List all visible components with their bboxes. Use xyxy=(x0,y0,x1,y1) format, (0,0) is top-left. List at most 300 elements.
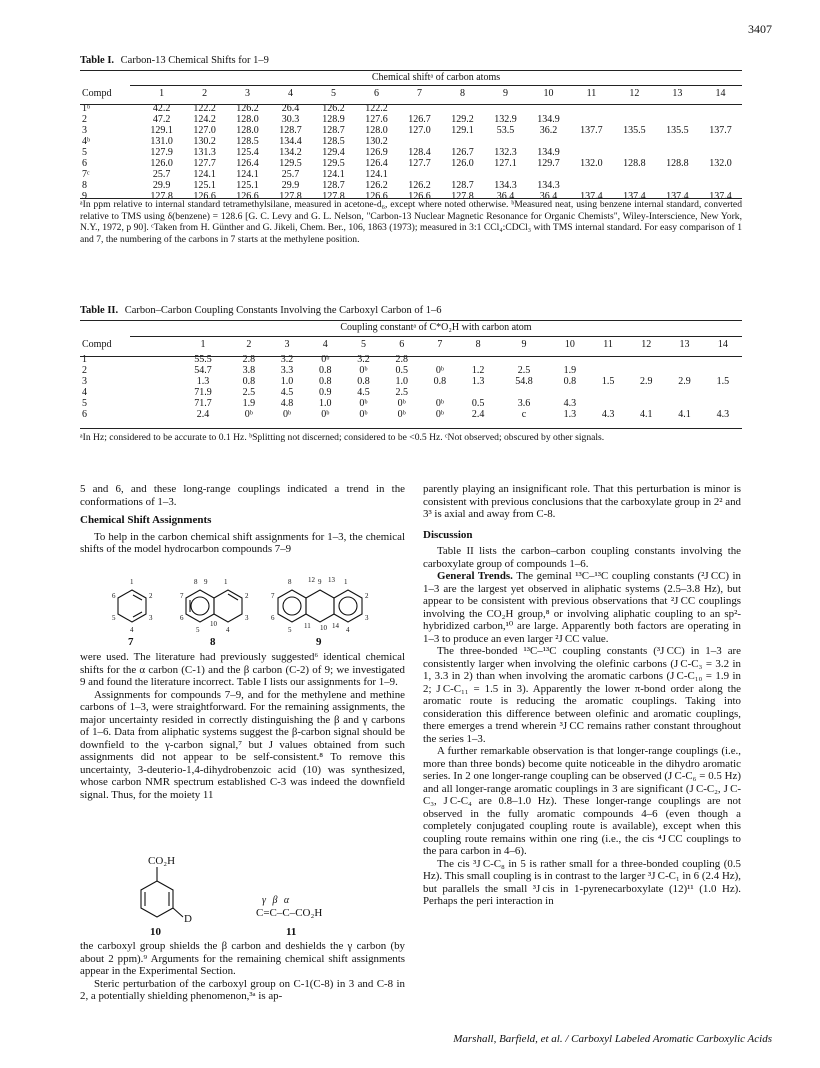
table-cell xyxy=(589,387,627,398)
table-cell: 3.8 xyxy=(242,365,256,376)
table-cell: 42.2 xyxy=(152,103,171,114)
column-header: 6 xyxy=(399,339,405,350)
table-cell: 2.9 xyxy=(678,376,691,387)
table-cell: 129.4 xyxy=(322,147,345,158)
table-cell: 124.1 xyxy=(365,169,388,180)
table-row xyxy=(80,147,742,158)
table-cell xyxy=(570,114,613,125)
table-cell: 126.6 xyxy=(365,191,388,202)
column-header: 3 xyxy=(245,88,251,99)
table-row xyxy=(80,180,742,191)
table-cell: 3.6 xyxy=(517,398,531,409)
table-cell: 129.1 xyxy=(451,125,474,136)
column-header: 1 xyxy=(159,88,165,99)
table-cell: 25.7 xyxy=(281,169,300,180)
table-cell: 4.3 xyxy=(563,398,577,409)
table-row xyxy=(80,125,742,136)
table-row xyxy=(80,114,742,125)
table-cell: 0ᵇ xyxy=(321,354,330,365)
table1-group-header: Chemical shiftᵃ of carbon atoms xyxy=(371,72,501,83)
table-cell xyxy=(704,387,742,398)
table-cell: 128.8 xyxy=(666,158,689,169)
table-cell: 4.1 xyxy=(678,409,691,420)
svg-text:3: 3 xyxy=(245,614,249,622)
table-cell: 124.1 xyxy=(322,169,345,180)
page-number: 3407 xyxy=(748,22,772,36)
right-para-1: parently playing an insignificant role. That this perturbation is minor is consistent with previous conclusions that the carboxylate group in 2² and 3³ is axial and away from C-8. xyxy=(423,483,741,520)
table-cell: 126.2 xyxy=(322,103,345,114)
table-cell: 71.7 xyxy=(194,398,212,409)
table-cell: 128.7 xyxy=(451,180,474,191)
table-cell: 131.0 xyxy=(150,136,173,147)
table-cell: 127.9 xyxy=(150,147,173,158)
svg-text:7: 7 xyxy=(180,592,184,600)
column-header: Compd xyxy=(82,339,112,350)
table-cell: 134.4 xyxy=(279,136,302,147)
table-cell xyxy=(398,169,441,180)
column-header: 11 xyxy=(586,88,597,99)
table-cell: 126.4 xyxy=(365,158,388,169)
table-cell: 126.6 xyxy=(193,191,216,202)
molecule-figures-7-8-9 xyxy=(80,572,405,648)
table-cell xyxy=(665,365,703,376)
table-cell: 134.9 xyxy=(537,114,560,125)
column-header: 13 xyxy=(672,88,683,99)
table-cell: 54.8 xyxy=(515,376,533,387)
label-7: 7 xyxy=(128,636,134,648)
left-column xyxy=(80,483,405,556)
table-cell: 137.4 xyxy=(666,191,689,202)
table-cell: 1.2 xyxy=(471,365,485,376)
table-cell: 137.4 xyxy=(580,191,603,202)
table-cell: 126.9 xyxy=(365,147,388,158)
table-cell: 126.2 xyxy=(365,180,388,191)
table-cell: 125.1 xyxy=(193,180,216,191)
left-para-6: Steric perturbation of the carboxyl group on C-1(C-8) in 3 and C-8 in 2, a potentially shielding phenomenon,³ᵃ is ap- xyxy=(80,977,405,1002)
table-cell: 126.4 xyxy=(236,158,259,169)
table1-header-rule xyxy=(80,104,742,105)
table-cell: 2.8 xyxy=(395,354,408,365)
table-cell: 1.3 xyxy=(471,376,485,387)
table-row xyxy=(80,387,742,398)
table-cell: 5 xyxy=(82,147,87,158)
table-cell: 134.9 xyxy=(537,147,560,158)
table-cell: 4.5 xyxy=(280,387,294,398)
table-cell xyxy=(613,136,656,147)
svg-text:12: 12 xyxy=(308,576,315,584)
table-cell xyxy=(704,398,742,409)
table-cell: 1.0 xyxy=(319,398,332,409)
table-cell xyxy=(656,147,699,158)
svg-text:2: 2 xyxy=(149,592,153,600)
table2-label: Table II. xyxy=(80,305,119,316)
table-cell: 0.8 xyxy=(563,376,577,387)
table-cell: 122.2 xyxy=(193,103,216,114)
column-header: Compd xyxy=(82,88,112,99)
table1-header-row xyxy=(80,88,742,103)
table2 xyxy=(80,339,742,420)
d-label: D xyxy=(184,913,192,925)
column-header: 1 xyxy=(200,339,206,350)
co2h-label: CO₂H xyxy=(148,855,176,867)
svg-text:2: 2 xyxy=(245,592,249,600)
table-cell: 127.1 xyxy=(494,158,517,169)
svg-text:1: 1 xyxy=(130,578,134,586)
table1-title: Carbon-13 Chemical Shifts for 1–9 xyxy=(120,55,269,66)
table-cell: 7ᶜ xyxy=(82,169,90,180)
table-cell: 125.4 xyxy=(236,147,259,158)
running-footer: Marshall, Barfield, et al. / Carboxyl Labeled Aromatic Carboxylic Acids xyxy=(453,1033,772,1045)
label-8: 8 xyxy=(210,636,216,648)
table-cell: 2.8 xyxy=(242,354,256,365)
table-cell: 0.8 xyxy=(319,365,332,376)
left-para-5: the carboxyl group shields the β carbon and deshields the γ carbon (by about 2 ppm).⁹ Arguments for the remaining chemical shift assignments appear in the Experimental Section. xyxy=(80,940,405,977)
table-cell: 2.5 xyxy=(517,365,531,376)
table-cell: 3 xyxy=(82,376,87,387)
table-cell: 128.7 xyxy=(322,125,345,136)
table-row xyxy=(80,136,742,147)
svg-text:13: 13 xyxy=(328,576,335,584)
table-cell: 2 xyxy=(82,365,87,376)
table-cell xyxy=(613,147,656,158)
table1 xyxy=(80,88,742,202)
table-cell: 132.9 xyxy=(494,114,517,125)
table-cell: 0ᵇ xyxy=(244,409,253,420)
table-cell: 2.4 xyxy=(196,409,210,420)
svg-text:4: 4 xyxy=(130,626,134,634)
table-cell: 2.9 xyxy=(640,376,653,387)
table-cell: 134.3 xyxy=(537,180,560,191)
table-cell: 5 xyxy=(82,398,87,409)
table-cell xyxy=(699,180,742,191)
table-cell: 126.7 xyxy=(408,114,431,125)
svg-text:4: 4 xyxy=(226,626,230,634)
table-cell: 129.5 xyxy=(322,158,345,169)
table-cell: 126.0 xyxy=(451,158,474,169)
table-cell: 128.5 xyxy=(236,136,259,147)
table-cell: 127.8 xyxy=(150,191,173,202)
table-cell: 135.5 xyxy=(623,125,646,136)
table-cell: 128.0 xyxy=(365,125,388,136)
table-cell: 54.7 xyxy=(194,365,212,376)
column-header: 4 xyxy=(322,339,328,350)
heading-chemical-shift: Chemical Shift Assignments xyxy=(80,514,212,526)
table-cell: 3.3 xyxy=(280,365,294,376)
table-cell xyxy=(570,147,613,158)
table-cell xyxy=(570,169,613,180)
table-cell: 36.4 xyxy=(496,191,515,202)
column-header: 7 xyxy=(416,88,422,99)
table-row xyxy=(80,169,742,180)
table-cell: 36.4 xyxy=(539,191,558,202)
table-cell: 1ᵇ xyxy=(82,103,91,114)
table-cell xyxy=(570,136,613,147)
right-para-4: The three-bonded ¹³C–¹³C coupling constants (³J CC) in 1–3 are consistently larger when involving the olefinic carbons (J C-C₃ = 3.2 in 1, 3.3 in 2) than when involving the aromatic carbons (J C-C₁₀ = 1.9 in 2; J C-C₁₁ = 1.5 in 3). Apparently the lower π-bond order along the aromatic route is reducing the aromatic couplings. Taking into consideration this difference between olefinic and aromatic couplings, there emerges a trend wherein ³J CC remains rather constant throughout the series 1–3. xyxy=(423,645,741,745)
table2-title: Carbon–Carbon Coupling Constants Involving the Carboxyl Carbon of 1–6 xyxy=(124,305,442,316)
table-cell xyxy=(613,169,656,180)
table-cell: 127.8 xyxy=(451,191,474,202)
table-cell: 127.8 xyxy=(279,191,302,202)
svg-text:1: 1 xyxy=(224,578,228,586)
table-cell: 9 xyxy=(82,191,87,202)
table-cell: 29.9 xyxy=(281,180,300,191)
table-cell xyxy=(421,387,459,398)
table-cell: 129.1 xyxy=(150,125,173,136)
table-cell xyxy=(704,365,742,376)
table-cell: 128.0 xyxy=(236,114,259,125)
table-cell: 2.5 xyxy=(395,387,408,398)
table-cell xyxy=(699,169,742,180)
label-10: 10 xyxy=(150,926,161,938)
table2-footnote: ᵃIn Hz; considered to be accurate to 0.1 Hz. ᵇSplitting not discerned; considered to be <0.5 Hz. ᶜNot observed; obscured by other signals. xyxy=(80,432,605,443)
table1-label: Table I. xyxy=(80,55,115,66)
table-cell: 129.2 xyxy=(451,114,474,125)
table-cell: 127.0 xyxy=(408,125,431,136)
right-column xyxy=(423,483,741,908)
table-cell xyxy=(699,114,742,125)
table-cell: 128.8 xyxy=(623,158,646,169)
table-cell: 8 xyxy=(82,180,87,191)
table-cell: 1.0 xyxy=(395,376,408,387)
table-cell: 134.2 xyxy=(279,147,302,158)
table-cell: 128.9 xyxy=(322,114,345,125)
table-cell: 127.8 xyxy=(322,191,345,202)
table-cell: 1.5 xyxy=(601,376,615,387)
svg-text:5: 5 xyxy=(112,614,116,622)
table-cell: 0ᵇ xyxy=(397,398,406,409)
table-cell: 3 xyxy=(82,125,87,136)
table-cell: 6 xyxy=(82,409,87,420)
table-cell: 131.3 xyxy=(193,147,216,158)
table-cell: 124.1 xyxy=(193,169,216,180)
table-cell xyxy=(656,114,699,125)
table-cell xyxy=(484,136,527,147)
table1-caption xyxy=(80,55,269,66)
column-header: 9 xyxy=(502,88,508,99)
svg-text:8: 8 xyxy=(288,578,292,586)
svg-text:6: 6 xyxy=(271,614,275,622)
table-cell: 129.5 xyxy=(279,158,302,169)
table1-top-rule xyxy=(80,70,742,71)
table-cell: 122.2 xyxy=(365,103,388,114)
table-cell: 137.7 xyxy=(580,125,603,136)
table-cell: 4.1 xyxy=(640,409,653,420)
table-cell: 6 xyxy=(82,158,87,169)
table-cell: 130.2 xyxy=(365,136,388,147)
table-row xyxy=(80,158,742,169)
table-cell xyxy=(589,365,627,376)
right-para-6: The cis ³J C-C₈ in 5 is rather small for a three-bonded coupling (0.5 Hz). This small coupling is in contrast to the larger ³J C-C₁ in 6 (2.4 Hz), but parallels the small ³J cis in 1-pyrenecarboxylate (12)¹¹ (1.0 Hz). Perhaps the peri interaction in xyxy=(423,857,741,907)
table-cell: 126.2 xyxy=(408,180,431,191)
table-cell: 55.5 xyxy=(194,354,212,365)
svg-text:9: 9 xyxy=(204,578,208,586)
table-cell: 127.7 xyxy=(408,158,431,169)
table-cell: 29.9 xyxy=(152,180,171,191)
svg-text:1: 1 xyxy=(344,578,348,586)
table-cell xyxy=(665,398,703,409)
svg-text:6: 6 xyxy=(180,614,184,622)
table-cell: 4 xyxy=(82,387,87,398)
table-cell: 0.8 xyxy=(319,376,332,387)
left-para-2: To help in the carbon chemical shift assignments for 1–3, the chemical shifts of the model hydrocarbon compounds 7–9 xyxy=(80,530,405,555)
ring-8b xyxy=(214,590,242,622)
svg-text:5: 5 xyxy=(288,626,292,634)
table-cell: 1.0 xyxy=(280,376,294,387)
table-cell: 127.7 xyxy=(193,158,216,169)
table-cell: 0.5 xyxy=(395,365,408,376)
table-cell: 4.5 xyxy=(357,387,370,398)
table-cell: 30.3 xyxy=(281,114,300,125)
column-header: 10 xyxy=(564,339,575,350)
column-header: 3 xyxy=(284,339,290,350)
right-para-3: The geminal ¹³C–¹³C coupling constants (²J CC) in 1–3 are the largest yet observed in aliphatic systems (2.5–3.8 Hz), but appear to be consistent with previous observations that ²J CC couplings involving the CO₂H group,⁸ or involving aliphatic coupling to an sp²-hybridized carbon,¹⁰ are large. Apparently both factors are operating in 1–3 to produce an even larger ²J CC value. xyxy=(423,570,742,645)
column-header: 6 xyxy=(374,88,379,99)
table-cell: 128.7 xyxy=(279,125,302,136)
table2-header-row xyxy=(80,339,742,354)
table-cell: c xyxy=(521,409,527,420)
table-cell: 128.4 xyxy=(408,147,431,158)
table-cell: 2 xyxy=(82,114,87,125)
column-header: 8 xyxy=(459,88,465,99)
right-para-2: Table II lists the carbon–carbon coupling constants involving the carboxylate group of compounds 1–6. xyxy=(423,545,741,570)
column-header: 2 xyxy=(202,88,208,99)
left-para-1: 5 and 6, and these long-range couplings indicated a trend in the conformations of 1–3. xyxy=(80,483,405,508)
table-cell xyxy=(627,387,665,398)
column-header: 12 xyxy=(629,88,640,99)
table-cell: 71.9 xyxy=(194,387,212,398)
table-cell: 126.0 xyxy=(150,158,173,169)
column-header: 2 xyxy=(246,339,252,350)
table-cell: 53.5 xyxy=(496,125,515,136)
table-cell: 0.8 xyxy=(242,376,256,387)
table-cell xyxy=(527,136,570,147)
table-cell xyxy=(656,169,699,180)
table-cell: 126.7 xyxy=(451,147,474,158)
table2-caption xyxy=(80,305,442,316)
table-cell: 0ᵇ xyxy=(435,365,444,376)
ring-9a xyxy=(278,590,306,622)
table-cell: 1 xyxy=(82,354,87,365)
table-cell: 26.4 xyxy=(281,103,300,114)
table-cell: 4.3 xyxy=(601,409,615,420)
table-cell: 125.1 xyxy=(236,180,259,191)
table-cell: 137.7 xyxy=(709,125,732,136)
table1-group-rule xyxy=(130,85,742,86)
column-header: 11 xyxy=(603,339,613,350)
table-cell xyxy=(656,180,699,191)
table-cell: 137.4 xyxy=(623,191,646,202)
table-cell xyxy=(551,387,589,398)
table-cell xyxy=(484,169,527,180)
table-cell xyxy=(398,136,441,147)
ring-9c xyxy=(334,590,362,622)
table2-bottom-rule xyxy=(80,428,742,429)
table-cell xyxy=(570,180,613,191)
table-cell: 127.6 xyxy=(365,114,388,125)
left-para-4: Assignments for compounds 7–9, and for the methylene and methine carbons of 1–3, were straightforward. For the remaining assignments, the major uncertainty resided in correctly distinguishing the β and γ carbons of 1–6. Data from aliphatic systems suggest the β-carbon signal should be downfield to the γ-carbon signal,⁷ but J values obtained from such assignments did not appear to be self-consistent.⁸ To remove this uncertainty, 3-deuterio-1,4-dihydrobenzoic acid (10) was synthesized, whose carbon NMR spectrum established C-3 was indeed the downfield signal. Thus, for the moiety 11 xyxy=(80,688,405,801)
table-row xyxy=(80,409,742,420)
column-header: 5 xyxy=(360,339,366,350)
table-cell xyxy=(699,147,742,158)
table-cell: 0ᵇ xyxy=(359,365,368,376)
table-row xyxy=(80,398,742,409)
table-cell: 126.2 xyxy=(236,103,259,114)
svg-text:4: 4 xyxy=(346,626,350,634)
column-header: 14 xyxy=(715,88,726,99)
left-para-3: were used. The literature had previously suggested⁶ identical chemical shifts for the α carbon (C-1) and the β carbon (C-2) of 9; we investigated 9 and found the literature incorrect. Table I lists our assignments for 1–9. xyxy=(80,651,405,688)
column-header: 5 xyxy=(331,88,337,99)
svg-text:11: 11 xyxy=(304,622,311,630)
left-column-end xyxy=(80,940,405,1003)
table-cell: 135.5 xyxy=(666,125,689,136)
table2-header-rule xyxy=(80,356,742,357)
svg-text:10: 10 xyxy=(210,620,217,628)
table-row xyxy=(80,365,742,376)
label-11: 11 xyxy=(286,926,297,938)
table-cell: 3.2 xyxy=(280,354,294,365)
table-cell xyxy=(613,180,656,191)
table-cell: 130.2 xyxy=(193,136,216,147)
table-cell: 4.8 xyxy=(280,398,294,409)
table-cell: 124.1 xyxy=(236,169,259,180)
table-cell: 36.2 xyxy=(539,125,558,136)
moiety-greek-labels: γ β α xyxy=(262,895,292,906)
table-cell: 126.6 xyxy=(408,191,431,202)
table-cell xyxy=(699,136,742,147)
table-cell: 127.0 xyxy=(193,125,216,136)
left-column-cont xyxy=(80,651,405,801)
column-header: 14 xyxy=(717,339,728,350)
table-cell xyxy=(656,136,699,147)
column-header: 9 xyxy=(521,339,527,350)
column-header: 8 xyxy=(475,339,481,350)
table-cell: 4.3 xyxy=(716,409,730,420)
column-header: 4 xyxy=(288,88,294,99)
table-cell: 0ᵇ xyxy=(435,409,444,420)
table-cell: 132.3 xyxy=(494,147,517,158)
table-cell xyxy=(441,136,484,147)
label-9: 9 xyxy=(316,636,322,648)
table1-footnote: ᵃIn ppm relative to internal standard tetramethylsilane, measured in acetone-d₆, except where noted otherwise. ᵇMeasured neat, using benzene internal standard, converted relative to TMS using δ(benzene) = 128.6 [G. C. Levy and G. L. Nelson, "Carbon-13 Nuclear Magnetic Resonance for Organic Chemists", Wiley-Interscience, New York, N.Y., 1972, p 90]. ᶜTaken from H. Günther and G. Jikeli, Chem. Ber., 106, 1863 (1973); measured in 3:1 CCl₄:CDCl₃ with TMS internal standard. For easy comparison of 1 and 7, the numbering of the carbons in 7 starts at the methylene position. xyxy=(80,199,742,245)
heading-general-trends: General Trends. xyxy=(437,570,513,582)
table-cell: 0ᵇ xyxy=(435,398,444,409)
table-cell: 4ᵇ xyxy=(82,136,91,147)
table-cell xyxy=(627,365,665,376)
table-cell: 3.2 xyxy=(357,354,370,365)
ring-7 xyxy=(118,590,146,622)
column-header: 12 xyxy=(641,339,652,350)
table-cell: 129.7 xyxy=(537,158,560,169)
svg-text:14: 14 xyxy=(332,622,339,630)
molecule-10 xyxy=(125,867,215,937)
table-cell xyxy=(665,387,703,398)
table-cell: 0.8 xyxy=(357,376,370,387)
table-cell: 0ᵇ xyxy=(397,409,406,420)
table-cell: 0ᵇ xyxy=(282,409,292,420)
table-cell: 0ᵇ xyxy=(359,409,368,420)
table-cell: 132.0 xyxy=(580,158,603,169)
table-row xyxy=(80,376,742,387)
table-cell xyxy=(441,169,484,180)
table2-group-rule xyxy=(130,336,742,337)
svg-text:3: 3 xyxy=(149,614,153,622)
table-cell: 128.5 xyxy=(322,136,345,147)
table-cell: 132.0 xyxy=(709,158,732,169)
table-cell: 2.4 xyxy=(471,409,485,420)
table-cell xyxy=(459,387,497,398)
ring-9b xyxy=(306,590,334,622)
table-cell: 0.5 xyxy=(471,398,485,409)
